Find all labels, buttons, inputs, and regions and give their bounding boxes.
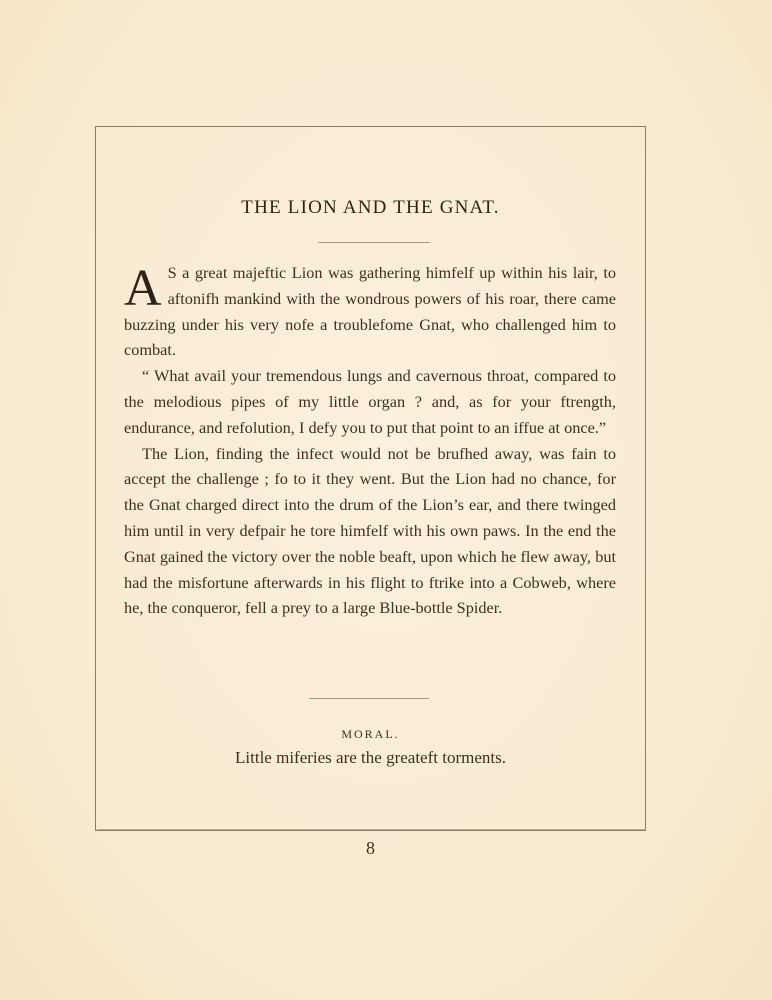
paragraph-1-text: S a great majeftic Lion was gathering himfelf up within his lair, to aftonifh mankind with the wondrous powers of his roar, there came buzzing under his very nofe a troublefome Gnat, who challenged him to combat.	[124, 263, 616, 360]
page-number: 8	[366, 838, 375, 858]
bottom-divider	[309, 698, 429, 699]
page-title: THE LION AND THE GNAT.	[241, 197, 500, 218]
paragraph-1	[124, 260, 616, 363]
drop-cap: A	[124, 260, 162, 317]
paragraph-2: “ What avail your tremendous lungs and cavernous throat, compared to the melodious pipes of my little organ ? and, as for your ftrength, endurance, and refolution, I defy you to put that point to an iffue at once.”	[124, 366, 616, 437]
moral-text: Little miferies are the greateft torments.	[235, 748, 506, 767]
top-divider	[318, 242, 430, 243]
moral-heading: MORAL.	[341, 727, 400, 741]
paragraph-3: The Lion, finding the infect would not be brufhed away, was fain to accept the challenge ; fo to it they went. But the Lion had no chance, for the Gnat charged direct into the drum of the Lion’s ear, and there twinged him until in very defpair he tore himfelf with his own paws. In the end the Gnat gained the victory over the noble beaft, upon which he flew away, but had the misfortune afterwards in his flight to ftrike into a Cobweb, where he, the conqueror, fell a prey to a large Blue-bottle Spider.	[124, 443, 616, 618]
frame-shadow	[97, 829, 646, 830]
fable-body	[124, 260, 616, 621]
